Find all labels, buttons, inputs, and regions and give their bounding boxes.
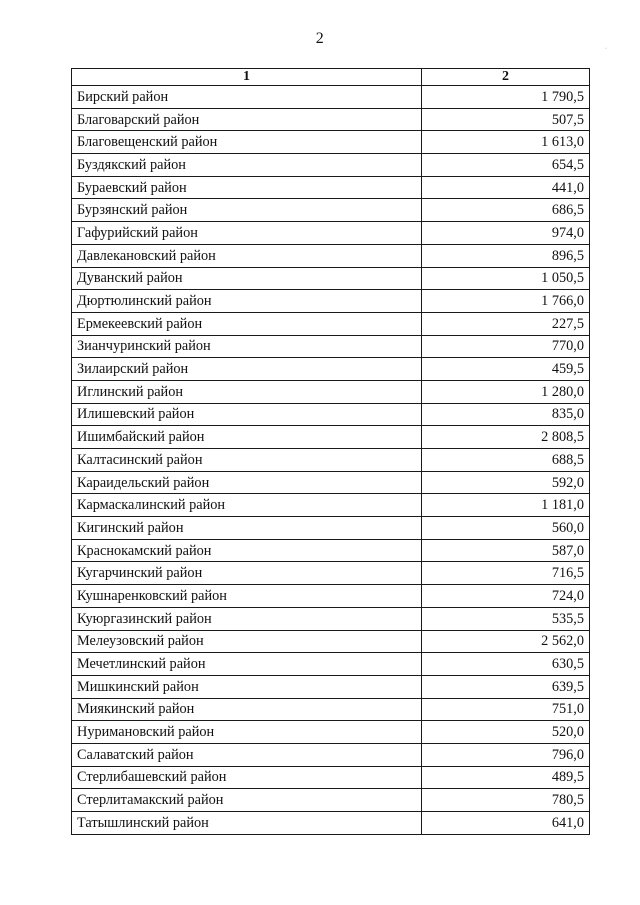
table-row [72, 426, 590, 449]
district-name-cell: Мечетлинский район [72, 653, 422, 676]
amount-cell: 780,5 [422, 789, 590, 812]
district-name-cell: Мелеузовский район [72, 630, 422, 653]
district-name-cell: Бирский район [72, 86, 422, 109]
table-row [72, 471, 590, 494]
district-name-cell: Куюргазинский район [72, 607, 422, 630]
table-row [72, 131, 590, 154]
table-row [72, 244, 590, 267]
table-row [72, 653, 590, 676]
table-row [72, 766, 590, 789]
table-row [72, 743, 590, 766]
amount-cell: 751,0 [422, 698, 590, 721]
amount-cell: 1 050,5 [422, 267, 590, 290]
district-name-cell: Зилаирский район [72, 358, 422, 381]
table-row [72, 222, 590, 245]
amount-cell: 1 790,5 [422, 86, 590, 109]
table-row [72, 721, 590, 744]
margin-mark: · [605, 46, 607, 52]
district-name-cell: Благовещенский район [72, 131, 422, 154]
amount-cell: 560,0 [422, 517, 590, 540]
table-row [72, 539, 590, 562]
table-row [72, 176, 590, 199]
table-row [72, 290, 590, 313]
table-row [72, 698, 590, 721]
district-name-cell: Нуримановский район [72, 721, 422, 744]
amount-cell: 639,5 [422, 675, 590, 698]
data-table [71, 68, 590, 835]
table-body [72, 86, 590, 835]
amount-cell: 641,0 [422, 812, 590, 835]
table-row [72, 199, 590, 222]
table-row [72, 812, 590, 835]
district-name-cell: Давлекановский район [72, 244, 422, 267]
column-header-2: 2 [422, 69, 590, 86]
district-name-cell: Ишимбайский район [72, 426, 422, 449]
amount-cell: 535,5 [422, 607, 590, 630]
table-row [72, 267, 590, 290]
district-name-cell: Кармаскалинский район [72, 494, 422, 517]
district-name-cell: Краснокамский район [72, 539, 422, 562]
district-name-cell: Кугарчинский район [72, 562, 422, 585]
amount-cell: 630,5 [422, 653, 590, 676]
table-row [72, 562, 590, 585]
amount-cell: 520,0 [422, 721, 590, 744]
table-row [72, 86, 590, 109]
amount-cell: 796,0 [422, 743, 590, 766]
amount-cell: 1 613,0 [422, 131, 590, 154]
district-name-cell: Бураевский район [72, 176, 422, 199]
amount-cell: 592,0 [422, 471, 590, 494]
table-row [72, 494, 590, 517]
district-name-cell: Благоварский район [72, 108, 422, 131]
column-header-1: 1 [72, 69, 422, 86]
district-name-cell: Илишевский район [72, 403, 422, 426]
amount-cell: 2 562,0 [422, 630, 590, 653]
district-name-cell: Зианчуринский район [72, 335, 422, 358]
amount-cell: 507,5 [422, 108, 590, 131]
amount-cell: 227,5 [422, 312, 590, 335]
amount-cell: 974,0 [422, 222, 590, 245]
district-name-cell: Ермекеевский район [72, 312, 422, 335]
table-row [72, 380, 590, 403]
district-name-cell: Татышлинский район [72, 812, 422, 835]
amount-cell: 654,5 [422, 154, 590, 177]
district-name-cell: Кушнаренковский район [72, 585, 422, 608]
amount-cell: 489,5 [422, 766, 590, 789]
district-name-cell: Дюртюлинский район [72, 290, 422, 313]
table-row [72, 108, 590, 131]
district-name-cell: Мишкинский район [72, 675, 422, 698]
table-row [72, 630, 590, 653]
amount-cell: 896,5 [422, 244, 590, 267]
table-row [72, 585, 590, 608]
table-row [72, 675, 590, 698]
table-row [72, 154, 590, 177]
district-name-cell: Буздякский район [72, 154, 422, 177]
amount-cell: 724,0 [422, 585, 590, 608]
table-row [72, 789, 590, 812]
district-name-cell: Караидельский район [72, 471, 422, 494]
district-name-cell: Стерлибашевский район [72, 766, 422, 789]
amount-cell: 459,5 [422, 358, 590, 381]
header-row [72, 69, 590, 86]
table-row [72, 449, 590, 472]
district-name-cell: Калтасинский район [72, 449, 422, 472]
table-header [72, 69, 590, 86]
table-row [72, 517, 590, 540]
amount-cell: 1 280,0 [422, 380, 590, 403]
table-row [72, 607, 590, 630]
amount-cell: 716,5 [422, 562, 590, 585]
table-row [72, 403, 590, 426]
district-name-cell: Стерлитамакский район [72, 789, 422, 812]
district-name-cell: Салаватский район [72, 743, 422, 766]
table-row [72, 335, 590, 358]
amount-cell: 770,0 [422, 335, 590, 358]
table-row [72, 312, 590, 335]
district-name-cell: Дуванский район [72, 267, 422, 290]
amount-cell: 2 808,5 [422, 426, 590, 449]
district-name-cell: Кигинский район [72, 517, 422, 540]
page-number: 2 [315, 30, 325, 47]
district-name-cell: Гафурийский район [72, 222, 422, 245]
amount-cell: 441,0 [422, 176, 590, 199]
amount-cell: 688,5 [422, 449, 590, 472]
district-name-cell: Иглинский район [72, 380, 422, 403]
district-name-cell: Миякинский район [72, 698, 422, 721]
district-name-cell: Бурзянский район [72, 199, 422, 222]
amount-cell: 835,0 [422, 403, 590, 426]
amount-cell: 1 181,0 [422, 494, 590, 517]
amount-cell: 587,0 [422, 539, 590, 562]
table-row [72, 358, 590, 381]
amount-cell: 1 766,0 [422, 290, 590, 313]
amount-cell: 686,5 [422, 199, 590, 222]
